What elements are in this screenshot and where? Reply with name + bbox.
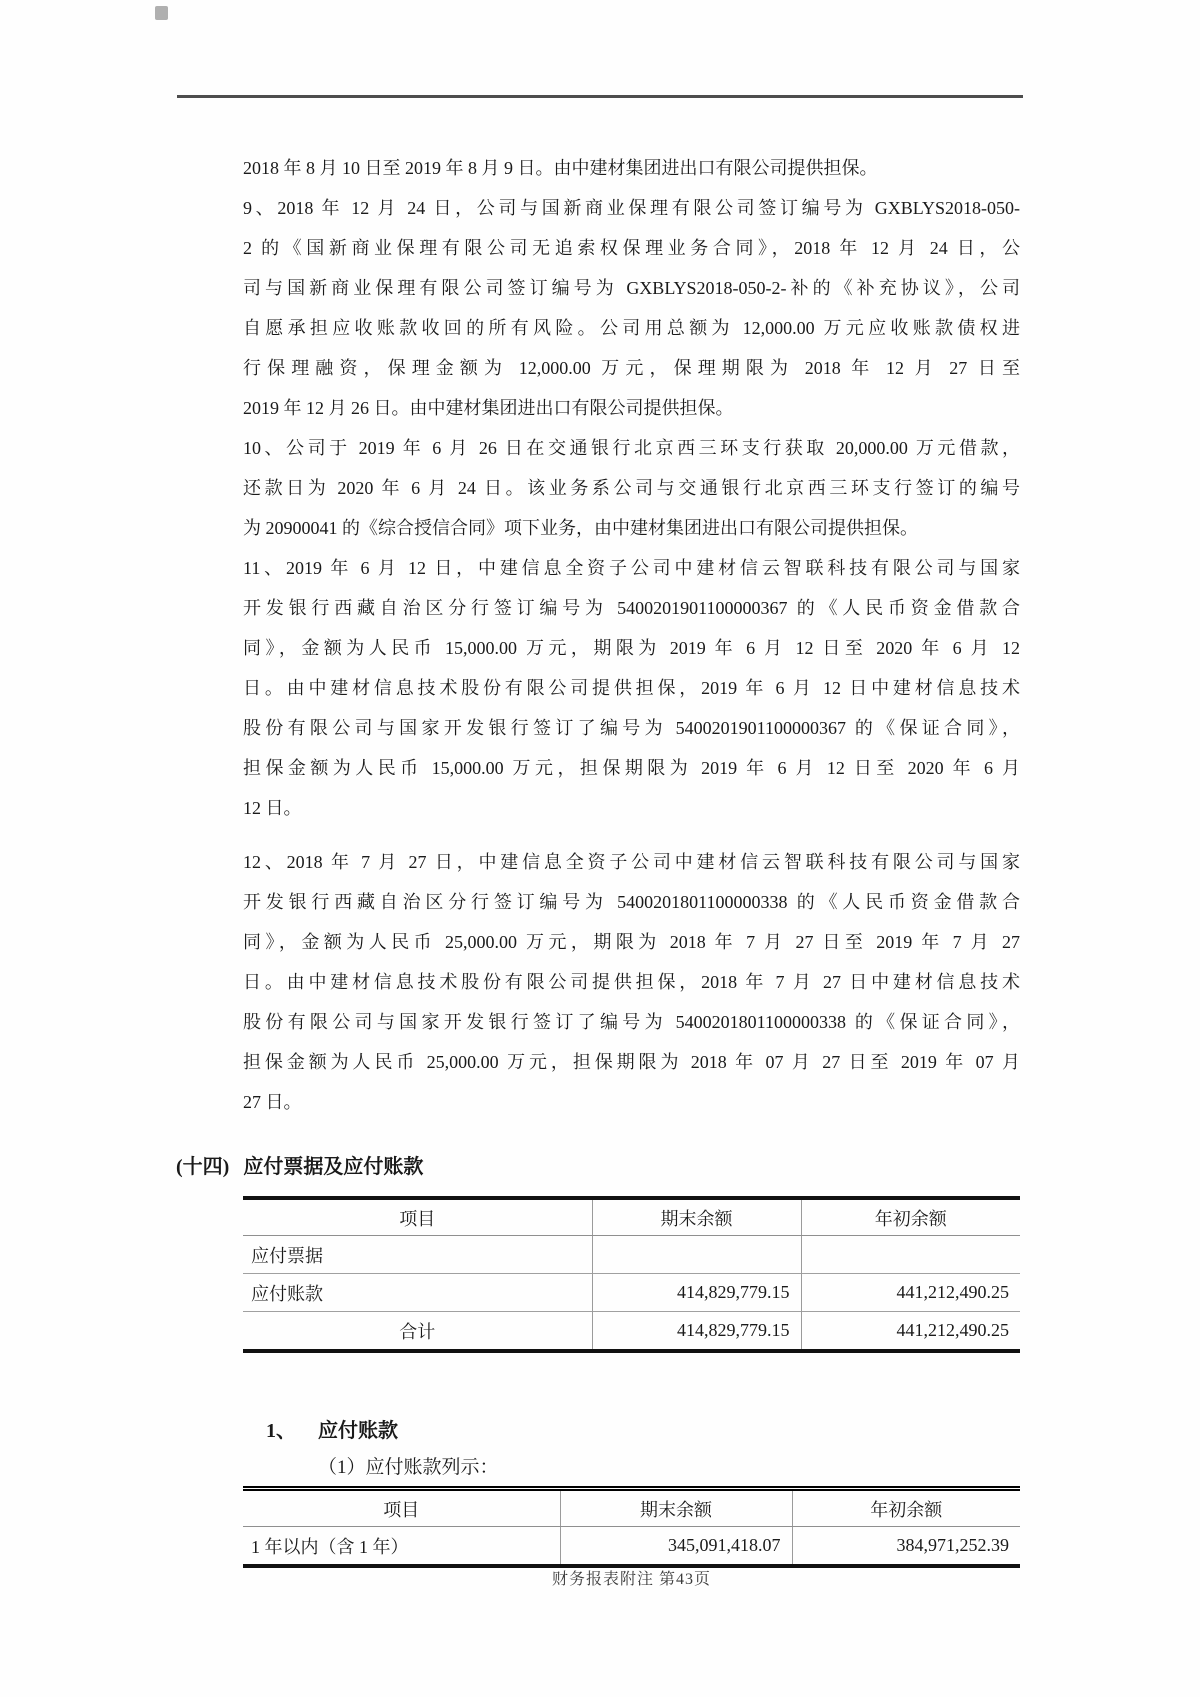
payables-summary-table	[243, 1196, 1020, 1353]
body-line: 司与国新商业保理有限公司签订编号为 GXBLYS2018-050-2-补的《补充协议》，公司	[243, 278, 1020, 298]
list-label: （1）应付账款列示：	[318, 1457, 499, 1478]
body-line: 日。由中建材信息技术股份有限公司提供担保，2018 年 7 月 27 日中建材信息技术	[243, 972, 1020, 992]
row-beginning-balance: 441,212,490.25	[801, 1274, 1020, 1312]
body-line: 9、2018 年 12 月 24 日，公司与国新商业保理有限公司签订编号为 GXBLYS2018-050-	[243, 198, 1020, 218]
table-row	[243, 1236, 1020, 1274]
row-ending-balance: 345,091,418.07	[560, 1527, 792, 1567]
body-line: 日。由中建材信息技术股份有限公司提供担保，2019 年 6 月 12 日中建材信息技术	[243, 678, 1020, 698]
body-line: 担保金额为人民币 25,000.00 万元，担保期限为 2018 年 07 月 27 日至 2019 年 07 月	[243, 1052, 1020, 1072]
body-line: 担保金额为人民币 15,000.00 万元，担保期限为 2019 年 6 月 12 日至 2020 年 6 月	[243, 758, 1020, 778]
column-header-ending-balance: 期末余额	[592, 1198, 801, 1236]
header-rule	[177, 95, 1023, 98]
body-line: 开发银行西藏自治区分行签订编号为 5400201901100000367 的《人民币资金借款合	[243, 598, 1020, 618]
table-header-row	[243, 1489, 1020, 1527]
column-header-item: 项目	[243, 1198, 592, 1236]
body-line: 自愿承担应收账款收回的所有风险。公司用总额为 12,000.00 万元应收账款债权进	[243, 318, 1020, 338]
body-line: 还款日为 2020 年 6 月 24 日。该业务系公司与交通银行北京西三环支行签订的编号	[243, 478, 1020, 498]
row-ending-balance	[592, 1236, 801, 1274]
row-item-label: 应付账款	[243, 1274, 592, 1312]
column-header-beginning-balance: 年初余额	[801, 1198, 1020, 1236]
column-header-beginning-balance: 年初余额	[792, 1489, 1020, 1527]
payables-aging-table	[243, 1486, 1020, 1568]
body-line: 行保理融资，保理金额为 12,000.00 万元，保理期限为 2018 年 12 月 27 日至	[243, 358, 1020, 378]
body-line: 2 的《国新商业保理有限公司无追索权保理业务合同》，2018 年 12 月 24 日，公	[243, 238, 1020, 258]
row-item-label: 应付票据	[251, 1245, 323, 1266]
row-item-label: 合计	[243, 1312, 592, 1352]
column-header-item: 项目	[243, 1489, 560, 1527]
body-line: 2018 年 8 月 10 日至 2019 年 8 月 9 日。由中建材集团进出口有限公司提供担保。	[243, 158, 878, 178]
subsection-title: 应付账款	[318, 1420, 398, 1442]
body-line: 同》，金额为人民币 15,000.00 万元，期限为 2019 年 6 月 12 日至 2020 年 6 月 12	[243, 638, 1020, 658]
table-row	[243, 1527, 1020, 1567]
section-number: (十四)	[176, 1156, 230, 1178]
page-footer: 财务报表附注 第43页	[551, 1571, 711, 1588]
subsection-heading	[266, 1416, 398, 1446]
body-line: 12、2018 年 7 月 27 日，中建信息全资子公司中建材信云智联科技有限公司与国家	[243, 852, 1020, 872]
table-row	[243, 1274, 1020, 1312]
row-ending-balance: 414,829,779.15	[592, 1274, 801, 1312]
body-line: 27 日。	[243, 1092, 302, 1112]
body-text	[243, 148, 1020, 1122]
row-ending-balance: 414,829,779.15	[592, 1312, 801, 1352]
body-line: 开发银行西藏自治区分行签订编号为 5400201801100000338 的《人民币资金借款合	[243, 892, 1020, 912]
subsection-number: 1、	[266, 1420, 296, 1442]
body-line: 为 20900041 的《综合授信合同》项下业务，由中建材集团进出口有限公司提供担保。	[243, 518, 918, 538]
body-line: 同》，金额为人民币 25,000.00 万元，期限为 2018 年 7 月 27 日至 2019 年 7 月 27	[243, 932, 1020, 952]
body-line: 11、2019 年 6 月 12 日，中建信息全资子公司中建材信云智联科技有限公司与国家	[243, 558, 1020, 578]
section-heading	[176, 1152, 423, 1182]
row-item-label: 1 年以内（含 1 年）	[251, 1536, 409, 1557]
table-header-row	[243, 1198, 1020, 1236]
column-header-ending-balance: 期末余额	[560, 1489, 792, 1527]
row-beginning-balance: 441,212,490.25	[801, 1312, 1020, 1352]
row-beginning-balance	[801, 1236, 1020, 1274]
scan-smudge	[155, 6, 168, 20]
body-line: 股份有限公司与国家开发银行签订了编号为 5400201901100000367 的《保证合同》，	[243, 718, 1020, 738]
row-beginning-balance: 384,971,252.39	[792, 1527, 1020, 1567]
body-line: 股份有限公司与国家开发银行签订了编号为 5400201801100000338 的《保证合同》，	[243, 1012, 1020, 1032]
body-line: 12 日。	[243, 798, 302, 818]
body-line: 2019 年 12 月 26 日。由中建材集团进出口有限公司提供担保。	[243, 398, 734, 418]
section-title: 应付票据及应付账款	[243, 1156, 424, 1178]
table-total-row	[243, 1312, 1020, 1352]
body-line: 10、公司于 2019 年 6 月 26 日在交通银行北京西三环支行获取 20,000.00 万元借款，	[243, 438, 1020, 458]
